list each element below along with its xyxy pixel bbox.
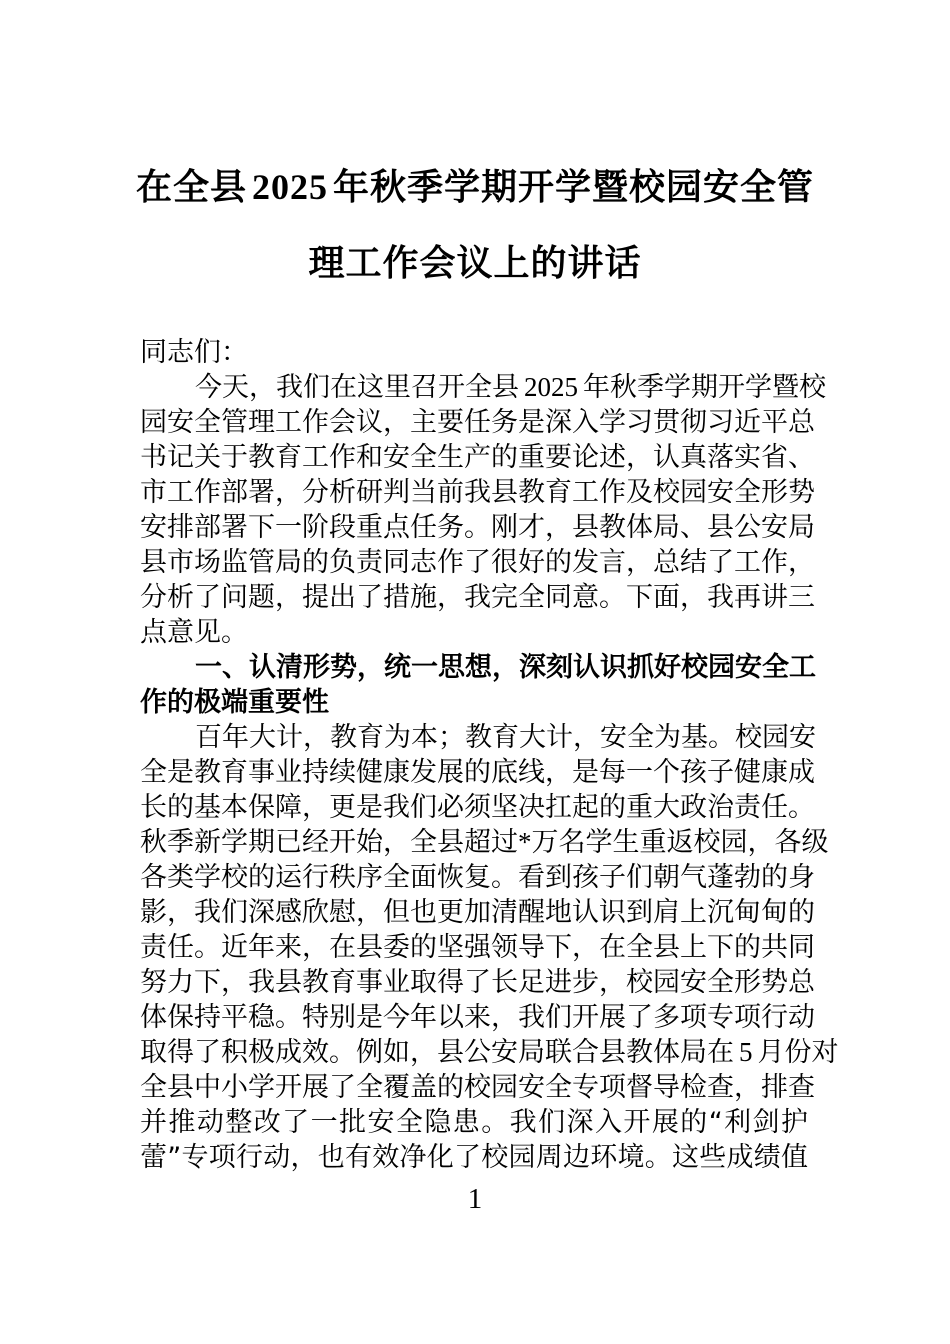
text-line: 园安全管理工作会议，主要任务是深入学习贯彻习近平总 [140,407,815,438]
text-line: 安排部署下一阶段重点任务。刚才，县教体局、县公安局 [140,512,815,543]
text-line: 点意见。 [140,617,248,648]
text-line: 今天，我们在这里召开全县 2025 年秋季学期开学暨校 [195,372,826,403]
text-line: 各类学校的运行秩序全面恢复。看到孩子们朝气蓬勃的身 [140,862,815,893]
paragraph-salutation [140,335,808,370]
text-line: 全县中小学开展了全覆盖的校园安全专项督导检查，排查 [140,1072,815,1103]
text-line: 市工作部署，分析研判当前我县教育工作及校园安全形势 [140,477,815,508]
text-line: 长的基本保障，更是我们必须坚决扛起的重大政治责任。 [140,792,815,823]
text-line: 秋季新学期已经开始，全县超过*万名学生重返校园，各级 [140,827,829,858]
text-line: 作的极端重要性 [140,687,329,718]
title-line: 在全县 2025 年秋季学期开学暨校园安全管 [135,167,815,208]
document-title [0,149,950,302]
latin-digits: 2025 [252,167,328,207]
latin-digits: 2025 [524,372,578,402]
text-line: 影，我们深感欣慰，但也更加清醒地认识到肩上沉甸甸的 [140,897,815,928]
text-line: 书记关于教育工作和安全生产的重要论述，认真落实省、 [140,442,815,473]
page-number: 1 [467,1183,483,1215]
text-line: 一、认清形势，统一思想，深刻认识抓好校园安全工 [195,652,816,683]
document-body [140,335,839,1175]
text-line: 并推动整改了一批安全隐患。我们深入开展的“利剑护 [140,1107,808,1138]
text-line: 蕾”专项行动，也有效净化了校园周边环境。这些成绩值 [140,1142,808,1173]
text-line: 责任。近年来，在县委的坚强领导下，在全县上下的共同 [140,932,815,963]
text-line: 体保持平稳。特别是今年以来，我们开展了多项专项行动 [140,1002,815,1033]
latin-digits: 5 [739,1037,753,1067]
asterisk: * [518,827,532,857]
text-line: 分析了问题，提出了措施，我完全同意。下面，我再讲三 [140,582,815,613]
text-line: 全是教育事业持续健康发展的底线，是每一个孩子健康成 [140,757,815,788]
text-line: 县市场监管局的负责同志作了很好的发言，总结了工作， [140,547,815,578]
paragraph-heading-section-1 [140,650,816,720]
text-line: 同志们： [140,337,248,368]
text-line: 努力下，我县教育事业取得了长足进步，校园安全形势总 [140,967,815,998]
paragraph-intro [140,370,826,650]
text-line: 取得了积极成效。例如，县公安局联合县教体局在 5 月份对 [140,1037,839,1068]
paragraph-section-1-body [140,720,839,1175]
text-line: 百年大计，教育为本；教育大计，安全为基。校园安 [195,722,816,753]
title-line: 理工作会议上的讲话 [308,243,642,284]
